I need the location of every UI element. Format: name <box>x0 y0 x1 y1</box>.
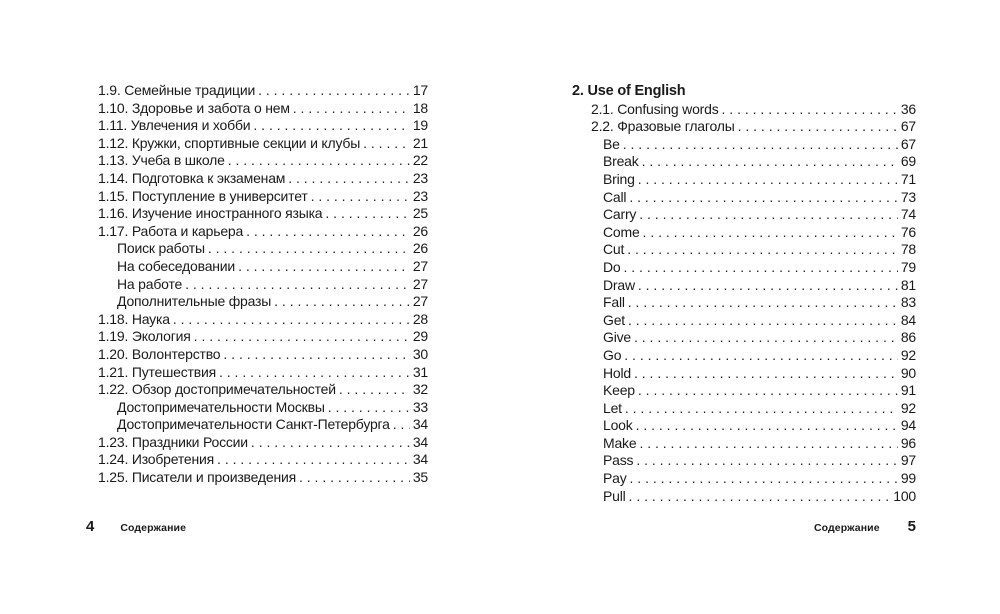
toc-entry-title: Pull <box>603 487 626 504</box>
toc-entry-page-number: 90 <box>900 364 916 381</box>
toc-entry[interactable] <box>572 435 916 453</box>
toc-entry-title: Достопримечательности Москвы <box>117 398 325 415</box>
toc-entry-title: Pay <box>603 470 627 487</box>
toc-section-heading[interactable] <box>572 83 916 101</box>
toc-entry[interactable] <box>572 118 916 136</box>
toc-entry-title: 1.11. Увлечения и хобби <box>98 117 251 134</box>
toc-entry[interactable] <box>572 171 916 189</box>
toc-entry-page-number: 73 <box>900 188 916 205</box>
toc-entry-page-number: 94 <box>900 417 916 434</box>
toc-entry-page-number: 30 <box>412 345 428 362</box>
dot-leader <box>626 189 898 207</box>
dot-leader <box>719 101 898 119</box>
toc-entry[interactable] <box>98 223 428 241</box>
toc-entry-page-number: 17 <box>412 82 428 98</box>
page-footer-left <box>86 518 186 535</box>
toc-entry[interactable] <box>572 329 916 347</box>
toc-entry-page-number: 84 <box>900 311 916 328</box>
toc-entry[interactable] <box>572 488 916 506</box>
toc-entry[interactable] <box>98 258 428 276</box>
toc-entry-title: Cut <box>603 241 625 258</box>
right-page <box>500 0 1000 614</box>
toc-list-left <box>98 82 428 487</box>
toc-entry-title: Do <box>603 258 621 275</box>
dot-leader <box>390 416 410 434</box>
toc-entry-title: Get <box>603 311 625 328</box>
toc-entry[interactable] <box>98 152 428 170</box>
toc-entry-page-number: 27 <box>412 293 428 310</box>
toc-entry-page-number: 96 <box>900 434 916 451</box>
dot-leader <box>735 118 898 136</box>
dot-leader <box>285 170 410 188</box>
toc-entry-page-number: 34 <box>412 416 428 433</box>
toc-entry-title: 1.20. Волонтерство <box>98 345 221 362</box>
toc-entry-page-number: 23 <box>412 169 428 186</box>
toc-entry[interactable] <box>98 469 428 487</box>
toc-entry[interactable] <box>572 136 916 154</box>
toc-entry[interactable] <box>572 347 916 365</box>
toc-entry-page-number: 79 <box>900 258 916 275</box>
toc-entry[interactable] <box>572 277 916 295</box>
toc-entry-title: 1.18. Наука <box>98 310 170 327</box>
toc-entry[interactable] <box>98 170 428 188</box>
dot-leader <box>255 82 410 100</box>
dot-leader <box>191 328 410 346</box>
toc-entry[interactable] <box>572 241 916 259</box>
toc-entry-page-number: 35 <box>412 469 428 486</box>
toc-entry[interactable] <box>572 452 916 470</box>
toc-entry[interactable] <box>98 416 428 434</box>
toc-entry[interactable] <box>98 311 428 329</box>
dot-leader <box>220 346 410 364</box>
toc-entry[interactable] <box>572 206 916 224</box>
toc-entry[interactable] <box>98 399 428 417</box>
toc-entry[interactable] <box>98 381 428 399</box>
toc-entry[interactable] <box>572 400 916 418</box>
toc-entry-title: На работе <box>117 275 183 292</box>
running-footer-label: Содержание <box>120 522 187 534</box>
toc-entry[interactable] <box>572 101 916 119</box>
toc-entry[interactable] <box>98 117 428 135</box>
toc-entry-page-number: 97 <box>900 452 916 469</box>
toc-entry-title: 1.14. Подготовка к экзаменам <box>98 169 286 186</box>
toc-entry-page-number: 34 <box>412 433 428 450</box>
dot-leader <box>636 435 898 453</box>
page-number: 4 <box>86 518 95 535</box>
toc-entry-page-number: 92 <box>900 346 916 363</box>
dot-leader <box>182 276 410 294</box>
toc-entry-page-number: 100 <box>893 487 916 504</box>
toc-entry-page-number: 91 <box>900 382 916 399</box>
dot-leader <box>248 434 410 452</box>
toc-entry-title: Дополнительные фразы <box>117 293 272 310</box>
page-number: 5 <box>907 518 916 535</box>
toc-entry-title: 1.17. Работа и карьера <box>98 222 244 239</box>
toc-entry-page-number: 74 <box>900 206 916 223</box>
dot-leader <box>633 452 898 470</box>
dot-leader <box>636 206 898 224</box>
toc-entry[interactable] <box>98 328 428 346</box>
dot-leader <box>360 135 410 153</box>
toc-entry-title: Bring <box>603 170 635 187</box>
dot-leader <box>635 171 898 189</box>
dot-leader <box>170 311 410 329</box>
dot-leader <box>640 224 898 242</box>
toc-entry[interactable] <box>98 188 428 206</box>
toc-entry-title: Pass <box>603 452 634 469</box>
toc-entry[interactable] <box>98 205 428 223</box>
dot-leader <box>626 488 894 506</box>
toc-entry[interactable] <box>98 293 428 311</box>
toc-entry-title: 1.15. Поступление в университет <box>98 187 308 204</box>
toc-entry-page-number: 29 <box>412 328 428 345</box>
toc-entry-title: 1.16. Изучение иностранного языка <box>98 205 323 222</box>
toc-entry-page-number: 83 <box>900 294 916 311</box>
toc-entry[interactable] <box>572 365 916 383</box>
dot-leader <box>214 451 410 469</box>
page-footer-right <box>814 518 916 535</box>
dot-leader <box>271 293 410 311</box>
dot-leader <box>625 294 898 312</box>
toc-entry-title: 2.2. Фразовые глаголы <box>591 118 735 135</box>
toc-entry-page-number: 23 <box>412 187 428 204</box>
dot-leader <box>225 152 410 170</box>
toc-entry-title: 1.19. Экология <box>98 328 191 345</box>
toc-entry-title: Break <box>603 153 639 170</box>
toc-entry-page-number: 33 <box>412 398 428 415</box>
toc-entry-title: Call <box>603 188 627 205</box>
dot-leader <box>621 347 898 365</box>
toc-entry-title: 1.13. Учеба в школе <box>98 152 225 169</box>
section-title: 2. Use of English <box>572 83 686 99</box>
toc-entry-page-number: 67 <box>900 135 916 152</box>
toc-entry[interactable] <box>98 346 428 364</box>
dot-leader <box>290 100 410 118</box>
running-footer-label: Содержание <box>813 522 880 534</box>
toc-entry[interactable] <box>572 224 916 242</box>
toc-entry-title: Поиск работы <box>117 240 205 257</box>
dot-leader <box>631 329 898 347</box>
toc-entry-page-number: 27 <box>412 275 428 292</box>
toc-entry-page-number: 81 <box>900 276 916 293</box>
dot-leader <box>296 469 410 487</box>
toc-entry-page-number: 19 <box>412 117 428 134</box>
toc-entry-page-number: 69 <box>900 153 916 170</box>
toc-entry-page-number: 21 <box>412 134 428 151</box>
toc-entry[interactable] <box>98 100 428 118</box>
dot-leader <box>235 258 410 276</box>
toc-entry-title: Give <box>603 329 631 346</box>
toc-entry-page-number: 78 <box>900 241 916 258</box>
toc-entry-title: Draw <box>603 276 635 293</box>
toc-entry-title: 2.1. Confusing words <box>591 100 719 117</box>
toc-entry-title: Make <box>603 434 637 451</box>
dot-leader <box>631 365 898 383</box>
toc-entry[interactable] <box>572 417 916 435</box>
toc-entry-title: Be <box>603 135 620 152</box>
toc-entry-page-number: 92 <box>900 399 916 416</box>
toc-entry-page-number: 22 <box>412 152 428 169</box>
toc-entry-page-number: 71 <box>900 170 916 187</box>
toc-entry-page-number: 26 <box>412 240 428 257</box>
toc-entry[interactable] <box>572 189 916 207</box>
toc-entry-title: Go <box>603 346 622 363</box>
toc-entry-title: Fall <box>603 294 625 311</box>
toc-entry-page-number: 18 <box>412 99 428 116</box>
toc-entry-page-number: 32 <box>412 381 428 398</box>
toc-entry-title: Достопримечательности Санкт-Петербурга <box>117 416 390 433</box>
toc-entry-page-number: 26 <box>412 222 428 239</box>
toc-entry-page-number: 36 <box>900 100 916 117</box>
toc-entry-title: Carry <box>603 206 637 223</box>
toc-entry-title: Keep <box>603 382 635 399</box>
toc-entry-page-number: 86 <box>900 329 916 346</box>
toc-entry-page-number: 25 <box>412 205 428 222</box>
dot-leader <box>625 312 898 330</box>
dot-leader <box>627 470 898 488</box>
toc-entry-page-number: 67 <box>900 118 916 135</box>
dot-leader <box>308 188 410 206</box>
dot-leader <box>622 400 898 418</box>
dot-leader <box>250 117 410 135</box>
dot-leader <box>635 382 898 400</box>
toc-entry[interactable] <box>98 240 428 258</box>
toc-entry-page-number: 28 <box>412 310 428 327</box>
toc-entry[interactable] <box>572 382 916 400</box>
toc-entry-title: Come <box>603 223 640 240</box>
dot-leader <box>336 381 410 399</box>
dot-leader <box>633 417 898 435</box>
toc-entry[interactable] <box>98 276 428 294</box>
toc-entry[interactable] <box>572 259 916 277</box>
toc-entry[interactable] <box>98 82 428 100</box>
toc-entry[interactable] <box>98 364 428 382</box>
dot-leader <box>325 399 410 417</box>
toc-entry[interactable] <box>572 312 916 330</box>
toc-entry-title: Hold <box>603 364 631 381</box>
dot-leader <box>620 136 898 154</box>
toc-entry[interactable] <box>572 153 916 171</box>
dot-leader <box>624 241 898 259</box>
toc-entry-title: 1.22. Обзор достопримечательностей <box>98 381 336 398</box>
dot-leader <box>621 259 899 277</box>
toc-entry-page-number: 34 <box>412 451 428 468</box>
toc-entry-title: Look <box>603 417 633 434</box>
toc-entry[interactable] <box>98 434 428 452</box>
toc-list-right <box>572 83 916 505</box>
toc-entry[interactable] <box>98 135 428 153</box>
toc-entry-title: 1.21. Путешествия <box>98 363 216 380</box>
toc-entry-title: 1.23. Праздники России <box>98 433 248 450</box>
toc-entry[interactable] <box>572 470 916 488</box>
toc-entry-title: 1.9. Семейные традиции <box>98 82 256 98</box>
toc-entry[interactable] <box>98 451 428 469</box>
toc-entry-title: 1.25. Писатели и произведения <box>98 469 296 486</box>
dot-leader <box>322 205 410 223</box>
toc-entry-title: Let <box>603 399 622 416</box>
toc-entry-page-number: 27 <box>412 257 428 274</box>
toc-entry-page-number: 76 <box>900 223 916 240</box>
dot-leader <box>635 277 898 295</box>
dot-leader <box>243 223 410 241</box>
toc-entry-page-number: 99 <box>900 470 916 487</box>
dot-leader <box>216 364 410 382</box>
dot-leader <box>639 153 898 171</box>
toc-entry-title: На собеседовании <box>117 257 236 274</box>
toc-entry-title: 1.10. Здоровье и забота о нем <box>98 99 290 116</box>
toc-entry-title: 1.24. Изобретения <box>98 451 215 468</box>
toc-entry-title: 1.12. Кружки, спортивные секции и клубы <box>98 134 361 151</box>
toc-entry[interactable] <box>572 294 916 312</box>
toc-entry-page-number: 31 <box>412 363 428 380</box>
dot-leader <box>205 240 410 258</box>
